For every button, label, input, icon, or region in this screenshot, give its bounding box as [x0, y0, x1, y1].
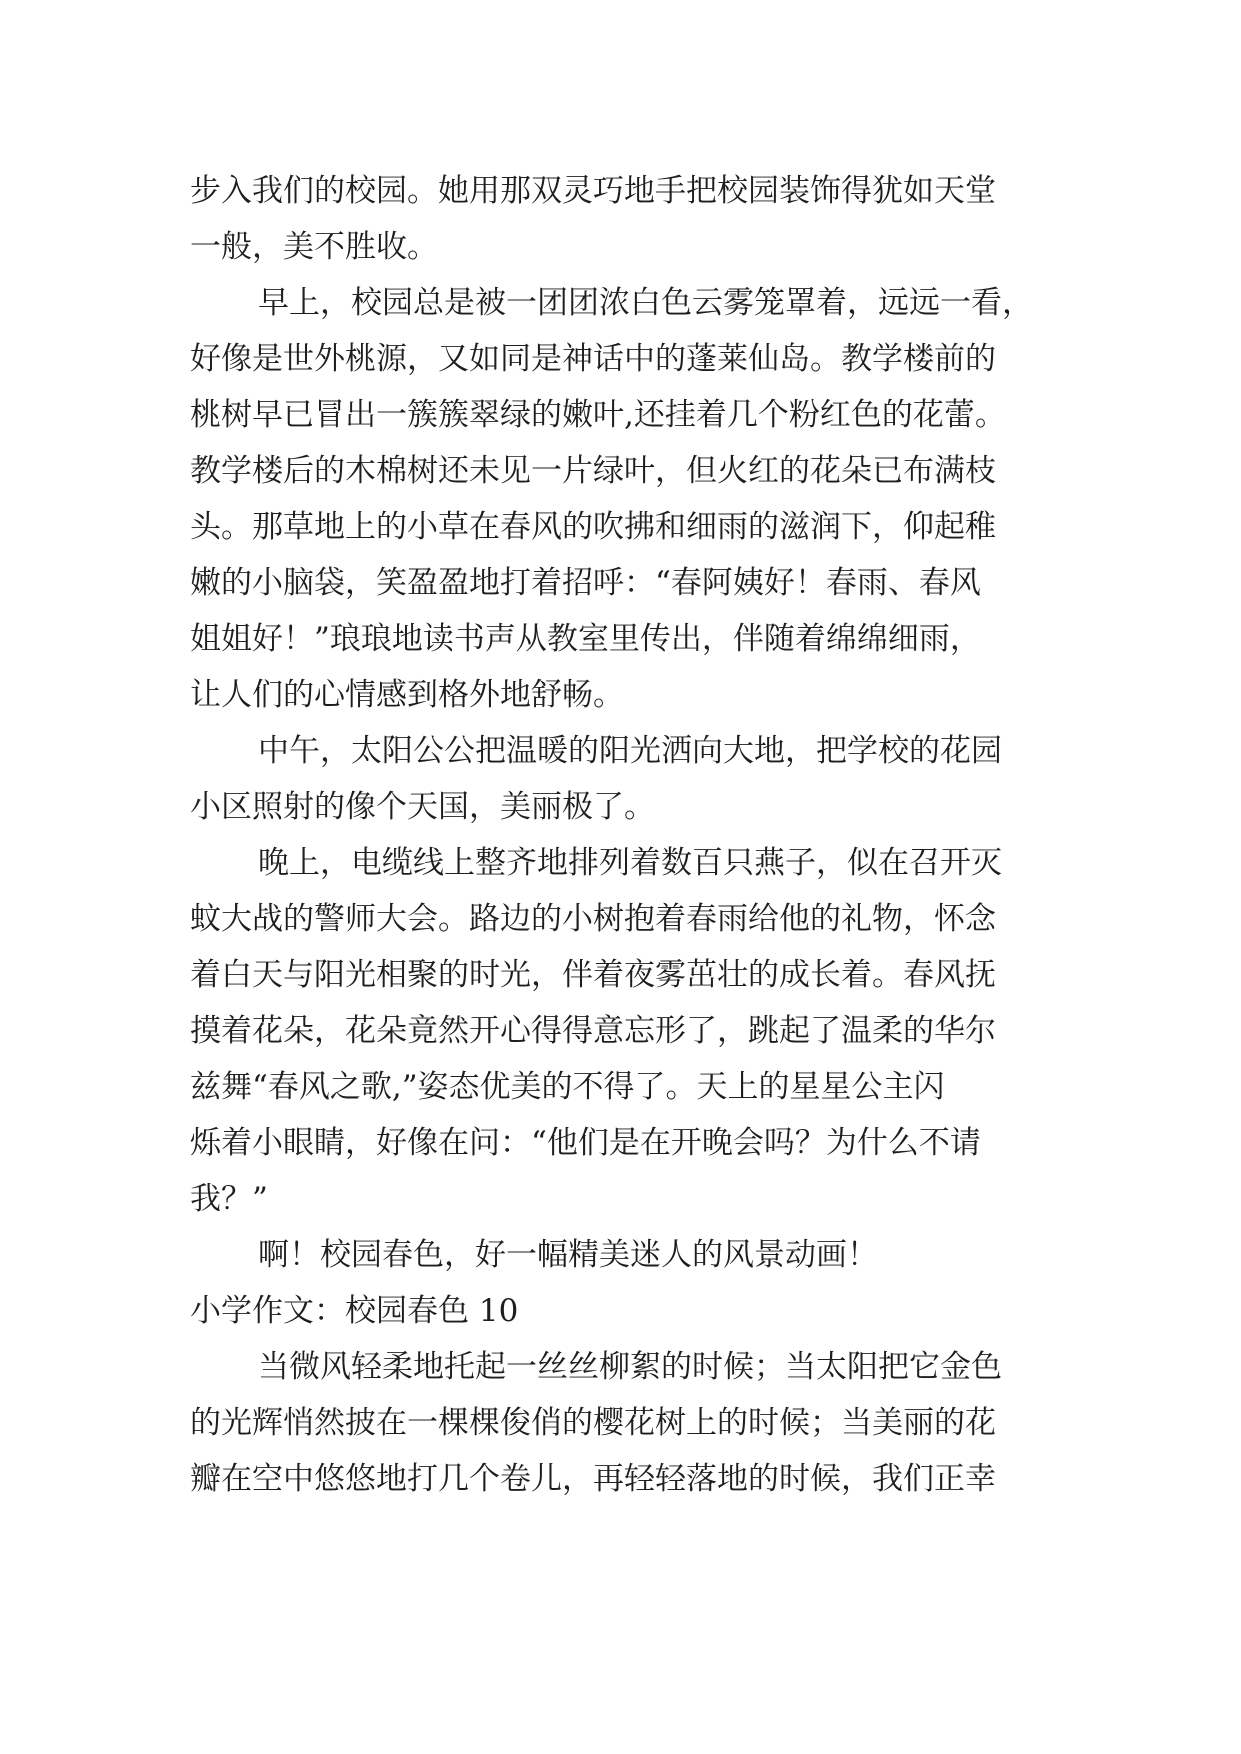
paragraph-line: 一般，美不胜收。 [190, 229, 438, 265]
paragraph-line: 当微风轻柔地托起一丝丝柳絮的时候；当太阳把它金色 [258, 1349, 1002, 1385]
paragraph-line: 烁着小眼睛，好像在问：“他们是在开晚会吗？为什么不请 [190, 1125, 981, 1161]
paragraph-line: 瓣在空中悠悠地打几个卷儿，再轻轻落地的时候，我们正幸 [190, 1461, 996, 1497]
paragraph-line: 兹舞“春风之歌,”姿态优美的不得了。天上的星星公主闪 [190, 1069, 945, 1105]
paragraph-line: 早上，校园总是被一团团浓白色云雾笼罩着，远远一看， [258, 285, 1033, 321]
paragraph-line: 让人们的心情感到格外地舒畅。 [190, 677, 624, 713]
paragraph-line: 教学楼后的木棉树还未见一片绿叶，但火红的花朵已布满枝 [190, 453, 996, 489]
paragraph-line: 步入我们的校园。她用那双灵巧地手把校园装饰得犹如天堂 [190, 173, 996, 209]
paragraph-line: 啊！校园春色，好一幅精美迷人的风景动画！ [258, 1237, 878, 1273]
paragraph-line: 着白天与阳光相聚的时光，伴着夜雾茁壮的成长着。春风抚 [190, 957, 996, 993]
section-heading: 小学作文：校园春色 10 [190, 1293, 519, 1329]
paragraph-line: 的光辉悄然披在一棵棵俊俏的樱花树上的时候；当美丽的花 [190, 1405, 996, 1441]
paragraph-line: 蚊大战的警师大会。路边的小树抱着春雨给他的礼物，怀念 [190, 901, 996, 937]
paragraph-line: 头。那草地上的小草在春风的吹拂和细雨的滋润下，仰起稚 [190, 509, 996, 545]
paragraph-line: 摸着花朵，花朵竟然开心得得意忘形了，跳起了温柔的华尔 [190, 1013, 996, 1049]
paragraph-line: 小区照射的像个天国，美丽极了。 [190, 789, 655, 825]
paragraph-line: 我？” [190, 1181, 268, 1217]
paragraph-line: 中午，太阳公公把温暖的阳光洒向大地，把学校的花园 [258, 733, 1002, 769]
paragraph-line: 桃树早已冒出一簇簇翠绿的嫩叶,还挂着几个粉红色的花蕾。 [190, 397, 1006, 433]
paragraph-line: 姐姐好！”琅琅地读书声从教室里传出，伴随着绵绵细雨， [190, 621, 981, 657]
paragraph-line: 好像是世外桃源，又如同是神话中的蓬莱仙岛。教学楼前的 [190, 341, 996, 377]
paragraph-line: 晚上，电缆线上整齐地排列着数百只燕子，似在召开灭 [258, 845, 1002, 881]
paragraph-line: 嫩的小脑袋，笑盈盈地打着招呼：“春阿姨好！春雨、春风 [190, 565, 981, 601]
